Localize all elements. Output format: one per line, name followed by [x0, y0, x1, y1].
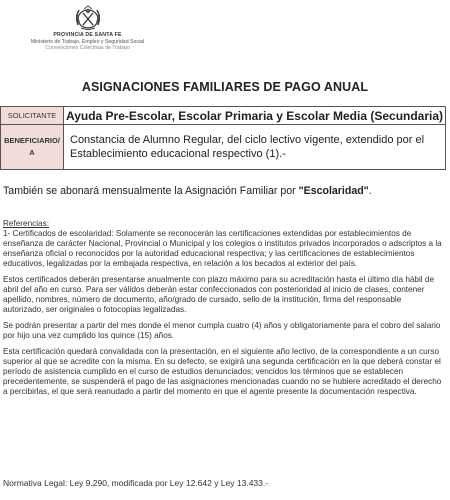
province-name: PROVINCIA DE SANTA FE: [53, 32, 122, 38]
request-table: [0, 106, 446, 170]
referencias-paragraph: Estos certificados deberán presentarse anualmente con plazo máximo para su acreditación hasta el último día hábil de abril del año en curso. Para ser válidos deberán estar confeccionados con posterioridad al inicio de clases, contener apellido, nombres, número de documento, año/grado de cursado, sello de la institución, firma del responsable autorizado, ser originales o fotocopias legalizadas.: [3, 275, 434, 314]
beneficiario-label-line2: A: [29, 148, 35, 157]
escolaridad-note-end: .: [368, 185, 372, 197]
santa-fe-seal-icon: [73, 5, 103, 31]
solicitante-row: [1, 107, 446, 125]
solicitante-label: SOLICITANTE: [1, 107, 64, 125]
beneficiario-value: Constancia de Alumno Regular, del ciclo lectivo vigente, extendido por el Establecimiento educacional respectivo (1).-: [64, 125, 446, 170]
document-header: [0, 0, 175, 51]
beneficiario-row: [1, 125, 446, 170]
referencias-section: [3, 219, 443, 403]
referencias-paragraph: Esta certificación quedará convalidada con la presentación, en el siguiente año lectivo, de la correspondiente a un curso superior al que se acredite con la misma. En su defecto, se exigirá una segunda certificación en la que deberá constar el período de asistencia cumplido en el curso de estudios denunciados; vencidos los términos que se establecen precedentemente, se suspenderá el pago de las asignaciones mencionadas cuando no se hubiere acreditado el derecho a percibirlas, el que será reanudado a partir del momento en que el agente presente la documentación respectiva.: [3, 347, 442, 396]
ministry-name: Ministerio de Trabajo, Empleo y Seguridad Social: [30, 39, 145, 45]
normativa-legal: Normativa Legal: Ley 9.290, modificada por Ley 12.642 y Ley 13.433.-: [3, 478, 269, 488]
solicitante-value: Ayuda Pre-Escolar, Escolar Primaria y Escolar Media (Secundaria): [64, 107, 446, 125]
beneficiario-label: [1, 131, 63, 163]
escolaridad-note-text: También se abonará mensualmente la Asignación Familiar por: [3, 185, 299, 197]
ministry-subtitle: Convenciones Colectivas de Trabajo: [45, 45, 130, 51]
beneficiario-label-cell: [1, 125, 64, 170]
referencias-paragraph: Se podrán presentar a partir del mes donde el menor cumpla cuatro (4) años y obligatoriamente para el cobro del salario por hijo una vez cumplido los quince (15) años.: [3, 321, 441, 340]
referencias-title: Referencias:: [3, 219, 49, 228]
page-title: ASIGNACIONES FAMILIARES DE PAGO ANUAL: [81, 80, 369, 94]
referencias-paragraph: 1- Certificados de escolaridad: Solamente se reconocerán las certificaciones extendidas por establecimientos de enseñanza de carácter Nacional, Provincial o Municipal y los colegios o institutos privados incorporados o adscriptos a la enseñanza oficial o reconocidos por la autoridad educacional respectiva; y las certificaciones de establecimientos educativos, legalizadas por la embajada respectiva, en relación a los becados al exterior del país.: [3, 229, 442, 268]
escolaridad-note: [3, 185, 447, 197]
beneficiario-label-line1: BENEFICIARIO/: [4, 136, 60, 145]
escolaridad-note-bold: "Escolaridad": [298, 185, 369, 197]
